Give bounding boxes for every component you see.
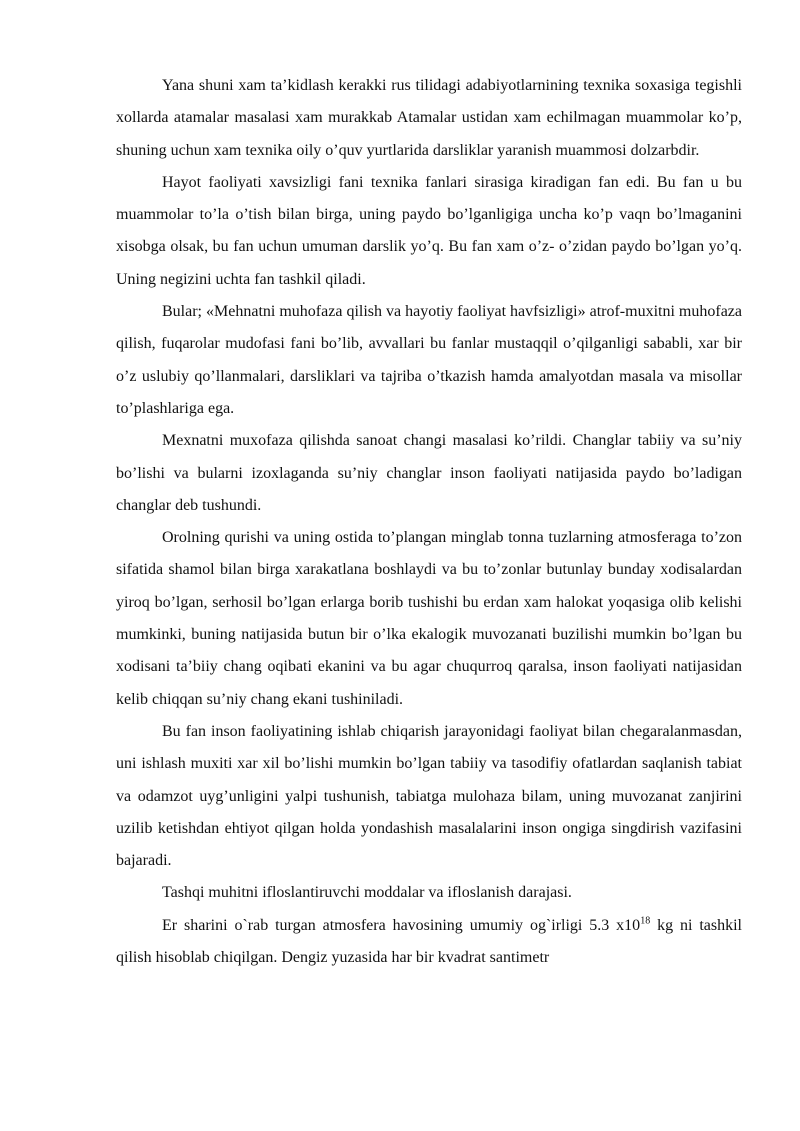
document-page xyxy=(116,70,742,974)
paragraph-5: Orolning qurishi va uning ostida to’plangan minglab tonna tuzlarning atmosferaga to’zon sifatida shamol bilan birga xarakatlana boshlaydi va bu to’zonlar butunlay bunday xodisalardan yiroq bo’lgan, serhosil bo’lgan erlarga borib tushishi bu erdan xam halokat yoqasiga olib kelishi mumkinki, buning natijasida butun bir o’lka ekalogik muvozanati buzilishi mumkin bo’lgan bu xodisani ta’biiy chang oqibati ekanini va bu agar chuqurroq qaralsa, inson faoliyati natijasidan kelib chiqqan su’niy chang ekani tushiniladi. xyxy=(116,529,742,708)
paragraph-7-heading: Tashqi muhitni ifloslantiruvchi moddalar va ifloslanish darajasi. xyxy=(162,884,572,902)
paragraph-8-text-end: kg ni tashkil qilish hisoblab chiqilgan. Dengiz yuzasida har bir kvadrat santimetr xyxy=(116,916,743,967)
paragraph-1: Yana shuni xam ta’kidlash kerakki rus tilidagi adabiyotlarnining texnika soxasiga tegishli xollarda atamalar masalasi xam murakkab Atamalar ustidan xam echilmagan muammolar ko’p, shuning uchun xam texnika oily o’quv yurtlarida darsliklar yaranish muammosi dolzarbdir. xyxy=(116,77,742,159)
paragraph-4: Mexnatni muxofaza qilishda sanoat changi masalasi ko’rildi. Changlar tabiiy va su’niy bo’lishi va bularni izoxlaganda su’niy changlar inson faoliyati natijasida paydo bo’ladigan changlar deb tushundi. xyxy=(116,432,742,514)
paragraph-2: Hayot faoliyati xavsizligi fani texnika fanlari sirasiga kiradigan fan edi. Bu fan u bu muammolar to’la o’tish bilan birga, uning paydo bo’lganligiga uncha ko’p vaqn bo’lmaganini xisobga olsak, bu fan uchun umuman darslik yo’q. Bu fan xam o’z- o’zidan paydo bo’lgan yo’q. Uning negizini uchta fan tashkil qiladi. xyxy=(116,173,742,288)
paragraph-3: Bular; «Mehnatni muhofaza qilish va hayotiy faoliyat havfsizligi» atrof-muxitni muhofaza qilish, fuqarolar mudofasi fani bo’lib, avvallari bu fanlar mustaqqil o’qilganligi sababli, xar bir o’z uslubiy qo’llanmalari, darsliklari va tajriba o’tkazish hamda amalyotdan masala va misollar to’plashlariga ega. xyxy=(116,303,742,417)
paragraph-8-text-start: Er sharini o`rab turgan atmosfera havosining umumiy og`irligi 5.3 x10 xyxy=(162,916,641,934)
paragraph-6: Bu fan inson faoliyatining ishlab chiqarish jarayonidagi faoliyat bilan chegaralanmasdan, uni ishlash muxiti xar xil bo’lishi mumkin bo’lgan tabiiy va tasodifiy ofatlardan saqlanish tabiat va odamzot uyg’unligini yalpi tushunish, tabiatga mulohaza bilam, uning muvozanat zanjirini uzilib ketishdan ehtiyot qilgan holda yondashish masalalarini inson ongiga singdirish vazifasini bajaradi. xyxy=(116,722,742,870)
exponent-superscript: 18 xyxy=(640,915,651,927)
paragraph-8 xyxy=(116,910,742,975)
